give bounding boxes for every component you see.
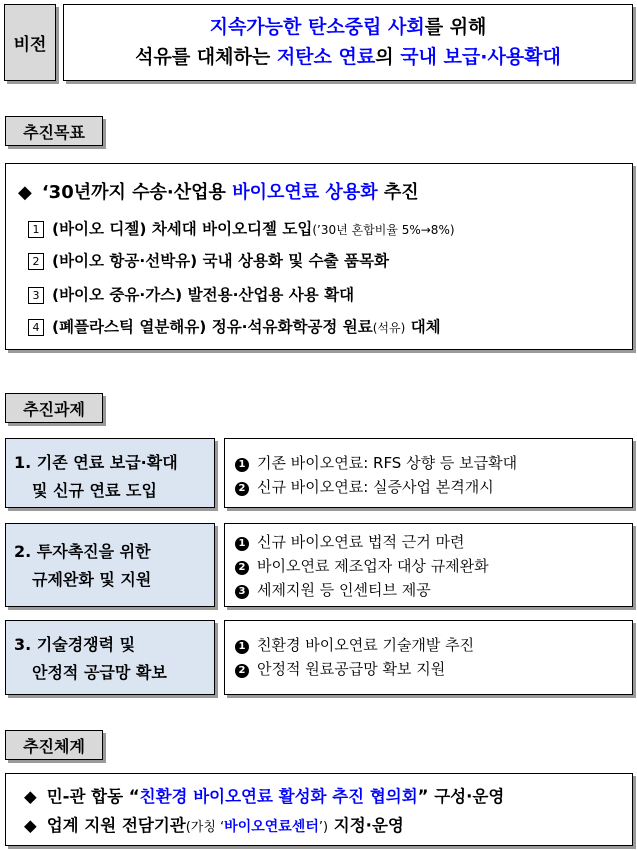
- system-box: [5, 773, 633, 846]
- vision-highlight-1: 지속가능한 탄소중립 사회: [209, 16, 425, 38]
- tasks-section-label: 추진과제: [5, 393, 103, 423]
- task-title-line: 및 신규 연료 도입: [32, 481, 157, 500]
- boxed-number-icon: 2: [28, 253, 44, 270]
- task-title: [5, 523, 215, 607]
- numbered-circle-icon: 2: [235, 561, 249, 575]
- task-title-line: 3. 기술경쟁력 및: [14, 635, 136, 654]
- goal-item-note: (’30년 혼합비율 5%→8%): [312, 223, 455, 237]
- goal-item-note: (석유): [372, 321, 406, 335]
- task-bullet-text: 세제지원 등 인센티브 제공: [257, 581, 431, 599]
- vision-highlight-3: 국내 보급·사용확대: [400, 46, 561, 68]
- boxed-number-icon: 4: [28, 319, 44, 336]
- vision-line-2: [64, 42, 632, 72]
- task-bullet-text: 친환경 바이오연료 기술개발 추진: [257, 636, 475, 654]
- task-bullet-item: [235, 451, 632, 475]
- numbered-circle-icon: 2: [235, 664, 249, 678]
- system-line-1: [24, 782, 632, 811]
- system-note: ’): [318, 820, 329, 835]
- task-bullet-text: 안정적 원료공급망 확보 지원: [257, 660, 446, 678]
- task-bullet-text: 바이오연료 제조업자 대상 규제완화: [257, 557, 489, 575]
- task-bullet-item: [235, 554, 632, 578]
- vision-statement: [63, 4, 633, 81]
- goal-item: [28, 283, 354, 305]
- system-highlight: 바이오연료센터: [224, 819, 319, 835]
- task-bullet-text: 신규 바이오연료 법적 근거 마련: [257, 533, 465, 551]
- goals-box: [5, 163, 633, 350]
- system-line-2: [24, 811, 632, 842]
- diamond-bullet-icon: ◆: [24, 816, 37, 835]
- task-title-line: 2. 투자촉진을 위한: [14, 542, 151, 561]
- numbered-circle-icon: 1: [235, 537, 249, 551]
- task-bullet-text: 기존 바이오연료: RFS 상향 등 보급확대: [257, 454, 518, 472]
- numbered-circle-icon: 2: [235, 482, 249, 496]
- goal-main-text-1: ‘30년까지 수송·산업용: [41, 182, 233, 203]
- goal-item-text: (바이오 디젤) 차세대 바이오디젤 도입: [52, 220, 313, 238]
- numbered-circle-icon: 1: [235, 640, 249, 654]
- system-text: ” 구성·운영: [417, 787, 505, 806]
- goal-item-text: (폐플라스틱 열분해유) 정유·석유화학공정 원료: [52, 318, 373, 336]
- task-title: [5, 620, 215, 695]
- vision-text-2: 석유를 대체하는: [135, 46, 277, 68]
- vision-text-1: 를 위해: [424, 16, 487, 38]
- task-details: [224, 620, 633, 695]
- diamond-bullet-icon: ◆: [18, 182, 32, 203]
- system-text: 민-관 합동 “: [46, 787, 140, 806]
- numbered-circle-icon: 3: [235, 585, 249, 599]
- goal-item: [28, 217, 455, 239]
- system-section-label: 추진체계: [5, 730, 103, 760]
- boxed-number-icon: 3: [28, 287, 44, 304]
- system-note: (가칭 ‘: [185, 820, 225, 835]
- vision-label: 비전: [4, 4, 56, 81]
- vision-highlight-2: 저탄소 연료: [276, 46, 376, 68]
- goal-main-text-2: 추진: [377, 182, 419, 203]
- task-details: [224, 438, 633, 508]
- goal-item-text: (바이오 중유·가스) 발전용·산업용 사용 확대: [52, 286, 355, 304]
- boxed-number-icon: 1: [28, 221, 44, 238]
- task-bullet-item: [235, 578, 632, 602]
- task-title-line: 1. 기존 연료 보급·확대: [14, 453, 178, 472]
- goal-item-tail: 대체: [405, 318, 441, 336]
- task-bullet-item: [235, 475, 632, 499]
- task-title-line: 규제완화 및 지원: [32, 570, 152, 589]
- numbered-circle-icon: 1: [235, 458, 249, 472]
- task-title: [5, 438, 215, 508]
- task-bullet-item: [235, 657, 632, 681]
- task-bullet-text: 신규 바이오연료: 실증사업 본격개시: [257, 478, 494, 496]
- goals-section-label: 추진목표: [5, 116, 103, 146]
- goal-item-text: (바이오 항공·선박유) 국내 상용화 및 수출 품목화: [52, 252, 389, 270]
- system-text: 업계 지원 전담기관: [46, 816, 186, 835]
- task-bullet-item: [235, 530, 632, 554]
- task-bullet-item: [235, 633, 632, 657]
- goal-main: [18, 178, 419, 204]
- goal-item: [28, 249, 389, 271]
- task-details: [224, 523, 633, 607]
- vision-text-3: 의: [375, 46, 401, 68]
- goal-main-highlight: 바이오연료 상용화: [232, 182, 378, 203]
- task-title-line: 안정적 공급망 확보: [32, 663, 167, 682]
- vision-line-1: [64, 12, 632, 42]
- system-highlight: 친환경 바이오연료 활성화 추진 협의회: [139, 787, 418, 806]
- system-text: 지정·운영: [328, 816, 404, 835]
- diamond-bullet-icon: ◆: [24, 787, 37, 806]
- goal-item: [28, 315, 441, 337]
